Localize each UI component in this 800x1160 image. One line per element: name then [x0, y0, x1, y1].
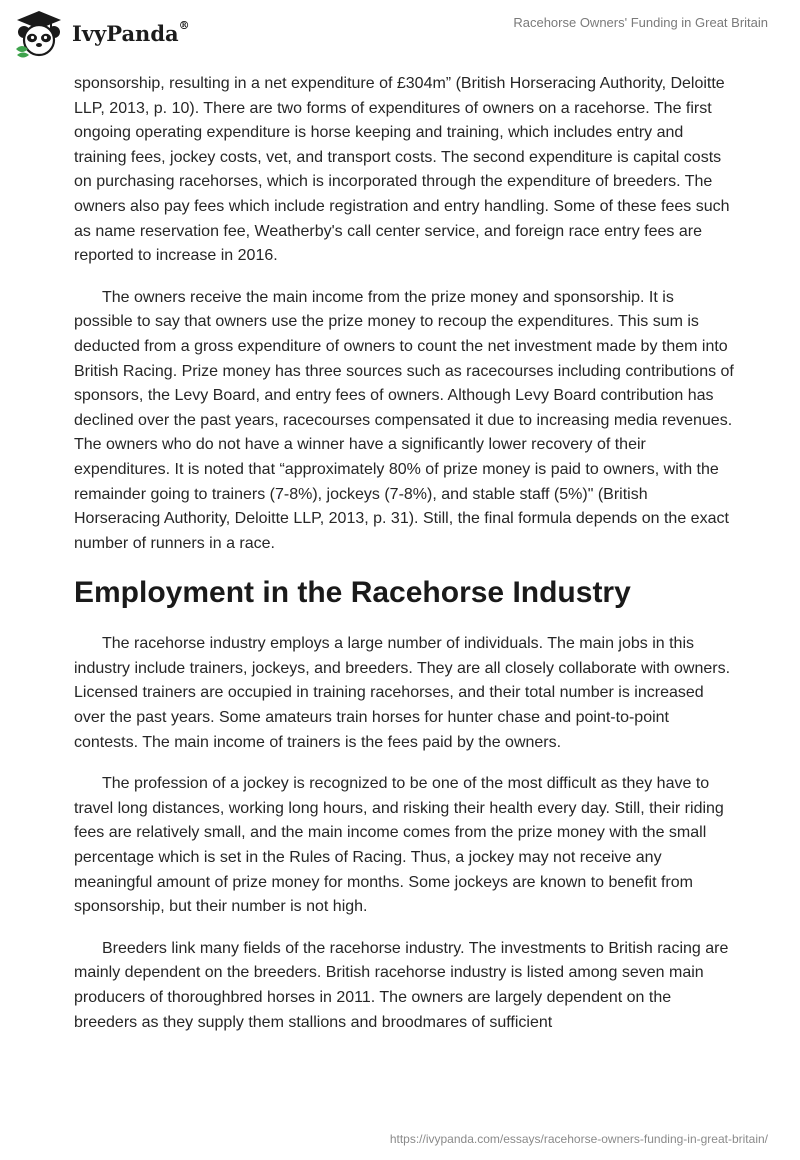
page-header — [0, 0, 800, 70]
paragraph: Breeders link many fields of the racehorse industry. The investments to British racing are mainly dependent on the breeders. British racehorse industry is listed among seven main producers of thoroughbred horses in 2011. The owners are largely dependent on the breeders as they supply them stallions and broodmares of sufficient — [74, 939, 729, 1031]
paragraph: The racehorse industry employs a large number of individuals. The main jobs in this industry include trainers, jockeys, and breeders. They are all closely collaborate with owners. Licensed trainers are occupied in training racehorses, and their total number is increased over the past years. Some amateurs train horses for hunter chase and point-to-point contests. The main income of trainers is the fees paid by the owners. — [74, 635, 731, 751]
section-heading: Employment in the Racehorse Industry — [74, 576, 631, 610]
paragraph: sponsorship, resulting in a net expenditure of £304m” (British Horseracing Authority, Deloitte LLP, 2013, p. 10). There are two forms of expenditures of owners on a racehorse. The first ongoing operating expenditure is horse keeping and training, which includes entry and training fees, jockey costs, vet, and transport costs. The second expenditure is capital costs on purchasing racehorses, which is incorporated through the expenditure of breeders. The owners also pay fees which include registration and entry handling. Some of these fees such as name reservation fee, Weatherby's call center service, and foreign race entry fees are reported to increase in 2016. — [74, 75, 730, 265]
paragraph: The profession of a jockey is recognized to be one of the most difficult as they have to travel long distances, working long hours, and risking their health every day. Still, their riding fees are relatively small, and the main income comes from the prize money with the small percentage which is set in the Rules of Racing. Thus, a jockey may not receive any meaningful amount of prize money for months. Some jockeys are known to benefit from sponsorship, but their number is not high. — [74, 775, 724, 916]
paragraph: The owners receive the main income from the prize money and sponsorship. It is possible to say that owners use the prize money to recoup the expenditures. This sum is deducted from a gross expenditure of owners to count the net investment made by them into British Racing. Prize money has three sources such as racecourses including contributions of sponsors, the Levy Board, and entry fees of owners. Although Levy Board contribution has declined over the past years, racecourses compensated it due to increasing media revenues. The owners who do not have a winner have a significantly lower recovery of their expenditures. It is noted that “approximately 80% of prize money is paid to owners, with the remainder going to trainers (7-8%), jockeys (7-8%), and stable staff (5%)" (British Horseracing Authority, Deloitte LLP, 2013, p. 31). Still, the final formula depends on the exact number of runners in a race. — [74, 288, 734, 552]
document-title: Racehorse Owners' Funding in Great Britain — [513, 15, 768, 30]
source-url[interactable]: https://ivypanda.com/essays/racehorse-owners-funding-in-great-britain/ — [389, 1132, 768, 1146]
brand-name[interactable]: IvyPanda® — [72, 19, 190, 46]
panda-graduate-logo-icon[interactable] — [14, 9, 64, 59]
article-body — [74, 72, 734, 1052]
